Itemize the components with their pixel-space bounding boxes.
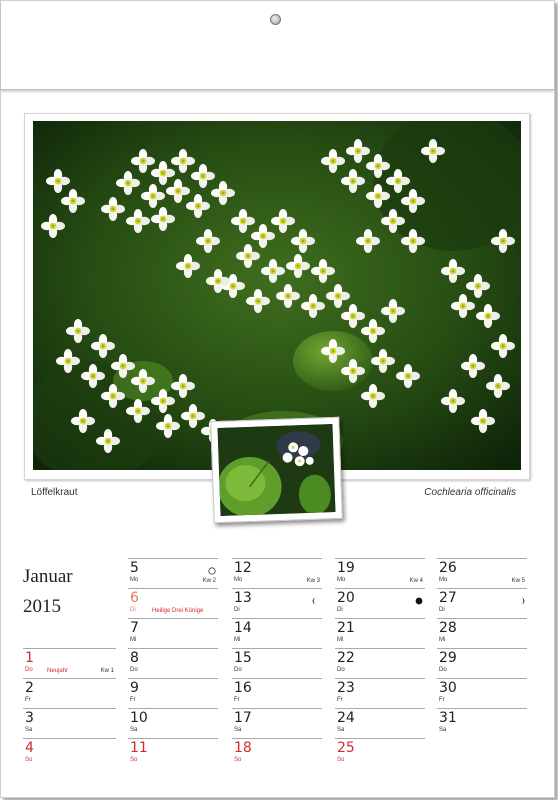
day-cell <box>232 588 322 618</box>
week-number-label: Kw 5 <box>511 578 525 584</box>
weekday-label: Do <box>439 667 447 673</box>
day-cell <box>128 738 218 768</box>
day-cell <box>437 588 527 618</box>
week-number-label: Kw 3 <box>306 578 320 584</box>
year-label: 2015 <box>23 596 61 617</box>
day-cell <box>128 648 218 678</box>
weekday-label: Sa <box>25 727 33 733</box>
flower-photo-image <box>33 121 521 470</box>
day-number: 26 <box>439 560 457 576</box>
holiday-label: Neujahr <box>47 668 69 674</box>
day-number: 24 <box>337 710 355 726</box>
weekday-label: Do <box>25 667 33 673</box>
day-cell <box>335 708 425 738</box>
day-cell <box>232 738 322 768</box>
weekday-label: Mi <box>130 637 137 643</box>
weekday-label: Di <box>439 607 445 613</box>
weekday-label: Fr <box>25 697 31 703</box>
day-cell <box>232 678 322 708</box>
weekday-label: So <box>130 757 138 763</box>
day-cell <box>128 558 218 588</box>
caption-common-name: Löffelkraut <box>31 487 78 498</box>
day-number: 12 <box>234 560 252 576</box>
weekday-label: Fr <box>234 697 240 703</box>
day-number: 3 <box>25 710 34 726</box>
day-number: 19 <box>337 560 355 576</box>
inset-photo-frame <box>210 417 342 523</box>
day-cell <box>128 678 218 708</box>
day-number: 23 <box>337 680 355 696</box>
week-number-label: Kw 1 <box>100 668 114 674</box>
day-number: 27 <box>439 590 457 606</box>
weekday-label: Do <box>130 667 138 673</box>
weekday-label: Di <box>337 607 343 613</box>
day-number: 11 <box>130 740 148 756</box>
calendar-header-strip <box>1 1 554 90</box>
day-cell <box>437 708 527 738</box>
last-quarter-moon-icon <box>312 592 320 600</box>
calendar-column-2 <box>128 558 218 768</box>
weekday-label: Mo <box>130 577 139 583</box>
weekday-label: Mo <box>439 577 448 583</box>
weekday-label: Sa <box>234 727 242 733</box>
weekday-label: Di <box>234 607 240 613</box>
day-cell <box>23 648 116 678</box>
day-cell <box>437 558 527 588</box>
weekday-label: Fr <box>439 697 445 703</box>
day-number: 9 <box>130 680 139 696</box>
new-moon-icon <box>415 592 423 600</box>
weekday-label: Do <box>337 667 345 673</box>
calendar-column-3 <box>232 558 322 768</box>
day-number: 5 <box>130 560 139 576</box>
weekday-label: Sa <box>439 727 447 733</box>
day-number: 17 <box>234 710 252 726</box>
day-cell <box>437 618 527 648</box>
holiday-label: Heilige Drei Könige <box>152 608 204 614</box>
week-number-label: Kw 2 <box>202 578 216 584</box>
day-cell <box>437 648 527 678</box>
day-number: 16 <box>234 680 252 696</box>
weekday-label: Mo <box>234 577 243 583</box>
hanger-hole-icon <box>270 14 281 25</box>
full-moon-icon <box>208 562 216 570</box>
day-number: 10 <box>130 710 148 726</box>
day-number: 29 <box>439 650 457 666</box>
calendar-column-4 <box>335 558 425 768</box>
day-cell <box>23 738 116 768</box>
day-cell <box>128 588 218 618</box>
day-number: 8 <box>130 650 139 666</box>
month-label: Januar <box>23 566 73 587</box>
day-cell <box>335 738 425 768</box>
first-quarter-moon-icon <box>517 592 525 600</box>
weekday-label: Sa <box>130 727 138 733</box>
inset-photo <box>217 424 335 516</box>
day-cell <box>335 588 425 618</box>
day-number: 30 <box>439 680 457 696</box>
day-number: 15 <box>234 650 252 666</box>
day-cell <box>232 618 322 648</box>
calendar-column-5 <box>437 558 527 768</box>
day-cell <box>128 708 218 738</box>
weekday-label: Fr <box>337 697 343 703</box>
weekday-label: Mo <box>337 577 346 583</box>
day-cell <box>23 678 116 708</box>
weekday-label: So <box>25 757 33 763</box>
day-cell <box>128 618 218 648</box>
day-number: 14 <box>234 620 252 636</box>
day-cell <box>335 648 425 678</box>
weekday-label: Mi <box>234 637 241 643</box>
weekday-label: Mi <box>439 637 446 643</box>
day-cell <box>232 648 322 678</box>
weekday-label: Di <box>130 607 136 613</box>
day-number: 2 <box>25 680 34 696</box>
day-number: 20 <box>337 590 355 606</box>
day-number: 7 <box>130 620 139 636</box>
day-cell <box>23 708 116 738</box>
day-number: 21 <box>337 620 355 636</box>
day-number: 6 <box>130 590 139 606</box>
weekday-label: Do <box>234 667 242 673</box>
caption-latin-name: Cochlearia officinalis <box>424 487 516 498</box>
day-number: 4 <box>25 740 34 756</box>
weekday-label: Sa <box>337 727 345 733</box>
week-number-label: Kw 4 <box>409 578 423 584</box>
day-cell <box>335 558 425 588</box>
weekday-label: Mi <box>337 637 344 643</box>
day-number: 31 <box>439 710 457 726</box>
day-cell <box>437 678 527 708</box>
day-cell <box>232 558 322 588</box>
day-cell <box>232 708 322 738</box>
calendar-column-1 <box>23 558 116 768</box>
day-number: 25 <box>337 740 355 756</box>
day-number: 22 <box>337 650 355 666</box>
day-number: 1 <box>25 650 34 666</box>
weekday-label: So <box>337 757 345 763</box>
weekday-label: Fr <box>130 697 136 703</box>
weekday-label: So <box>234 757 242 763</box>
day-number: 28 <box>439 620 457 636</box>
inset-leaf-image <box>217 424 335 516</box>
day-number: 13 <box>234 590 252 606</box>
day-cell <box>335 678 425 708</box>
day-cell <box>335 618 425 648</box>
main-photo <box>33 121 521 470</box>
day-number: 18 <box>234 740 252 756</box>
